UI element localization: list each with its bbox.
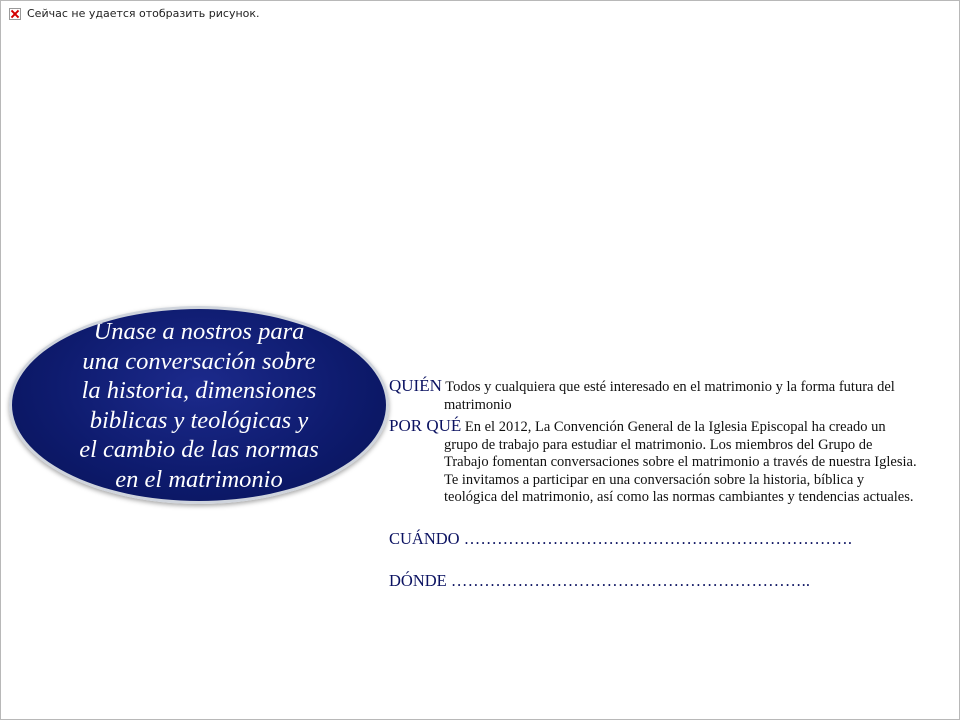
who-text: Todos y cualquiera que esté interesado en el matrimonio y la forma futura del matrimonio: [444, 379, 895, 413]
invitation-callout-text: Únase a nostros para una conversación sobre la historia, dimensiones biblicas y teológicas y el cambio de las normas en el matrimonio: [79, 318, 319, 493]
invitation-callout: [9, 306, 389, 504]
event-details: [389, 377, 919, 591]
who-entry: [389, 377, 919, 414]
where-label: DÓNDE: [389, 570, 447, 590]
where-entry: [389, 571, 919, 591]
when-dots: …………………………………………………………….: [463, 528, 853, 548]
who-label: QUIÉN: [389, 376, 442, 395]
when-label: CUÁNDO: [389, 528, 460, 548]
why-label: POR QUÉ: [389, 416, 462, 435]
when-entry: [389, 529, 919, 549]
why-entry: [389, 417, 919, 507]
where-dots: ………………………………………………………..: [450, 570, 811, 590]
broken-image-alt-text: Сейчас не удается отобразить рисунок.: [27, 7, 260, 20]
broken-image-placeholder: [9, 7, 260, 20]
broken-image-icon: [9, 8, 21, 20]
why-text: En el 2012, La Convención General de la Iglesia Episcopal ha creado un grupo de trabajo para estudiar el matrimonio. Los miembros del Grupo de Trabajo fomentan conversaciones sobre el matrimonio a través de nuestra Iglesia. Te invitamos a participar en una conversación sobre la historia, bíblica y teológica del matrimonio, así como las normas cambiantes y tendencias actuales.: [444, 419, 917, 505]
